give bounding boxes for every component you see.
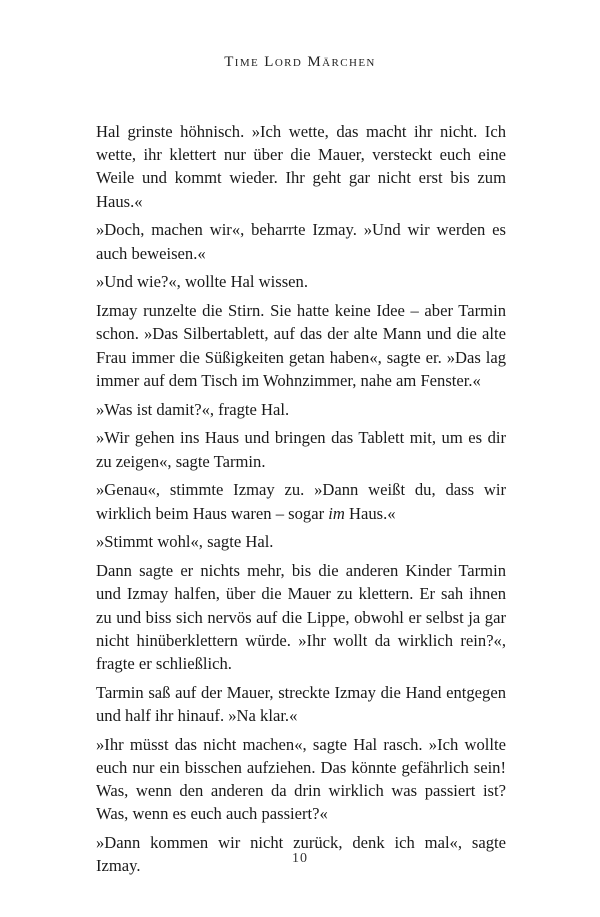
paragraph: Tarmin saß auf der Mauer, streckte Izmay die Hand entgegen und half ihr hinauf. »Na klar.« [96, 682, 506, 726]
paragraph: »Stimmt wohl«, sagte Hal. [96, 532, 274, 552]
paragraph: »Ihr müsst das nicht machen«, sagte Hal rasch. »Ich wollte euch nur ein bisschen aufziehen. Das könnte gefährlich sein! Was, wenn den anderen da drin wirklich was passiert ist? Was, wenn es euch auch passiert?« [96, 734, 506, 824]
body-text [96, 120, 506, 883]
running-head-title: Time Lord Märchen [224, 54, 376, 70]
emphasis: im [328, 503, 345, 523]
paragraph: »Und wie?«, wollte Hal wissen. [96, 272, 308, 292]
page-number: 10 [292, 851, 308, 866]
paragraph: Hal grinste höhnisch. »Ich wette, das macht ihr nicht. Ich wette, ihr klettert nur über die Mauer, versteckt euch eine Weile und kommt wieder. Ihr geht gar nicht erst bis zum Haus.« [96, 122, 506, 211]
paragraph: »Dann kommen wir nicht zurück, denk ich mal«, sagte Izmay. [96, 833, 506, 876]
paragraph: Dann sagte er nichts mehr, bis die anderen Kinder Tarmin und Izmay halfen, über die Mauer zu klettern. Er sah ihnen zu und biss sich nervös auf die Lippe, obwohl er selbst ja gar nicht hinüberklettern würde. »Ihr wollt da wirklich rein?«, fragte er schließlich. [96, 561, 506, 674]
paragraph: »Wir gehen ins Haus und bringen das Tablett mit, um es dir zu zeigen«, sagte Tarmin. [96, 428, 506, 471]
paragraph: »Doch, machen wir«, beharrte Izmay. »Und wir werden es auch beweisen.« [96, 220, 506, 263]
paragraph: Izmay runzelte die Stirn. Sie hatte keine Idee – aber Tarmin schon. »Das Silbertablett, auf das der alte Mann und die alte Frau immer die Süßigkeiten getan haben«, sagte er. »Das lag immer auf dem Tisch im Wohnzimmer, nahe am Fenster.« [96, 301, 506, 390]
paragraph: »Genau«, stimmte Izmay zu. »Dann weißt du, dass wir wirklich beim Haus waren – sogar im Haus.« [96, 480, 506, 523]
paragraph: »Was ist damit?«, fragte Hal. [96, 399, 290, 419]
